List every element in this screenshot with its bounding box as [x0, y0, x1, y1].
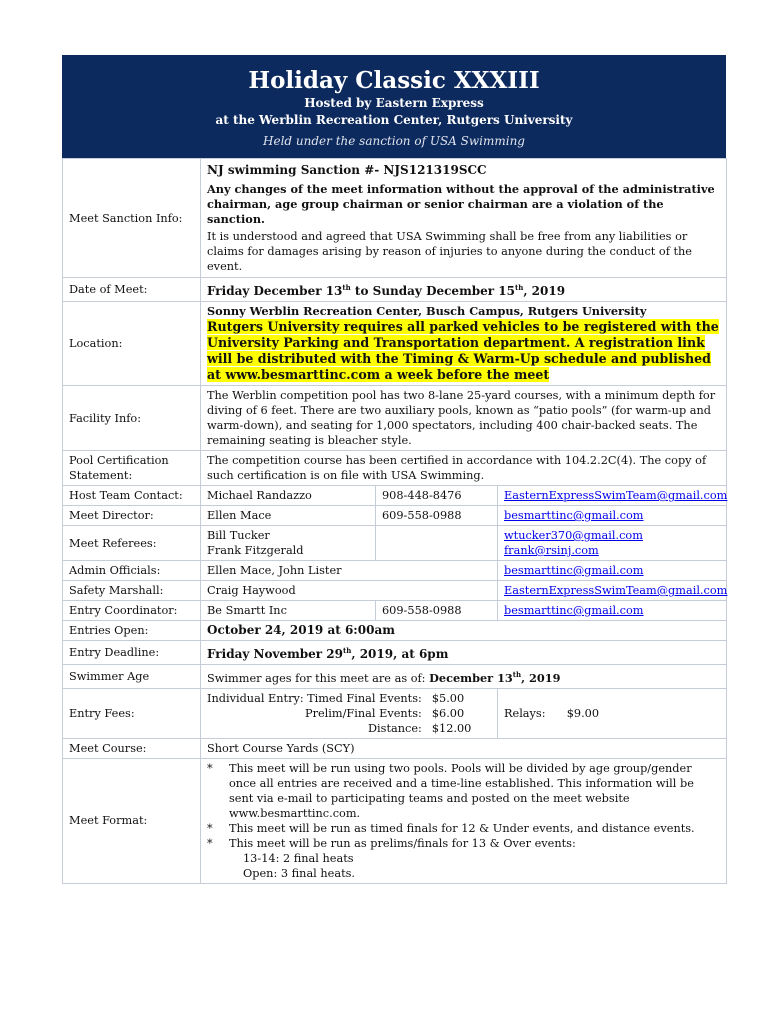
- swimmer-age-text: Swimmer ages for this meet are as of: December 13th, 2019: [201, 665, 727, 689]
- meet-info-table: [62, 158, 727, 884]
- pool-cert-text: The competition course has been certified in accordance with 104.2.2C(4). The copy of such certification is on file with USA Swimming.: [201, 451, 727, 486]
- table-row: [63, 159, 727, 278]
- row-label: Date of Meet:: [63, 278, 201, 302]
- row-label: Entries Open:: [63, 621, 201, 641]
- table-row: [63, 621, 727, 641]
- header-banner: [62, 55, 726, 158]
- table-row: [63, 486, 727, 506]
- email-link[interactable]: besmarttinc@gmail.com: [504, 509, 644, 522]
- sanction-cell: [201, 159, 727, 278]
- liability-text: It is understood and agreed that USA Swimming shall be free from any liabilities or claims for damages arising by reason of injuries to anyone during the conduct of the event.: [207, 230, 692, 273]
- table-row: [63, 688, 727, 738]
- table-row: [63, 581, 727, 601]
- sanction-number: NJ swimming Sanction #- NJS121319SCC: [207, 163, 487, 177]
- relays-value: $9.00: [566, 706, 600, 720]
- row-label: Pool Certification Statement:: [63, 451, 201, 486]
- meet-format: [201, 758, 727, 883]
- list-item: * This meet will be run as timed finals for 12 & Under events, and distance events.: [207, 821, 695, 835]
- email-link[interactable]: besmarttinc@gmail.com: [504, 564, 644, 577]
- table-row: [63, 641, 727, 665]
- table-row: [63, 506, 727, 526]
- table-row: [63, 561, 727, 581]
- contact-email: [498, 581, 727, 601]
- table-row: [63, 278, 727, 302]
- email-link[interactable]: EasternExpressSwimTeam@gmail.com: [504, 489, 728, 502]
- email-link[interactable]: EasternExpressSwimTeam@gmail.com: [504, 584, 728, 597]
- individual-entry-label: Individual Entry:: [207, 691, 304, 705]
- row-label: Meet Director:: [63, 506, 201, 526]
- table-row: [63, 758, 727, 883]
- table-row: [63, 665, 727, 689]
- fee-labels: Timed Final Events: Prelim/Final Events: Distance:: [305, 691, 422, 735]
- row-label: Meet Course:: [63, 738, 201, 758]
- meet-title: Holiday Classic XXXIII: [248, 67, 540, 94]
- row-label: Meet Referees:: [63, 526, 201, 561]
- table-row: [63, 526, 727, 561]
- row-label: Meet Format:: [63, 758, 201, 883]
- list-item: * This meet will be run using two pools. Pools will be divided by age group/gender once all entries are received and a time-line established. This information will be sent via e-mail to participating teams and posted on the meet website www.besmarttinc.com.: [207, 761, 694, 820]
- entry-deadline-date: Friday November 29th, 2019, at 6pm: [201, 641, 727, 665]
- row-label: Meet Sanction Info:: [63, 159, 201, 278]
- table-row: [63, 601, 727, 621]
- contact-emails: [498, 526, 727, 561]
- table-row: [63, 386, 727, 451]
- sanction-line: Held under the sanction of USA Swimming: [263, 134, 525, 148]
- contact-names: Bill Tucker Frank Fitzgerald: [201, 526, 376, 561]
- contact-email: [498, 601, 727, 621]
- contact-phone: [376, 526, 498, 561]
- row-label: Facility Info:: [63, 386, 201, 451]
- location-name: Sonny Werblin Recreation Center, Busch Campus, Rutgers University: [207, 304, 647, 318]
- row-label: Swimmer Age: [63, 665, 201, 689]
- venue-line: at the Werblin Recreation Center, Rutgers University: [215, 113, 573, 127]
- row-label: Entry Deadline:: [63, 641, 201, 665]
- row-label: Entry Coordinator:: [63, 601, 201, 621]
- location-cell: [201, 302, 727, 386]
- contact-name: Be Smartt Inc: [201, 601, 376, 621]
- email-link[interactable]: frank@rsinj.com: [504, 544, 599, 557]
- facility-info: The Werblin competition pool has two 8-lane 25-yard courses, with a minimum depth for diving of 6 feet. There are two auxiliary pools, known as “patio pools” (for warm-up and warm-down), and seating for 1,000 spectators, including 400 chair-backed seats. The remaining seating is bleacher style.: [201, 386, 727, 451]
- email-link[interactable]: wtucker370@gmail.com: [504, 529, 643, 542]
- meet-announcement: [62, 55, 726, 884]
- email-link[interactable]: besmarttinc@gmail.com: [504, 604, 644, 617]
- relays-label: Relays:: [504, 706, 546, 720]
- besmarttinc-link[interactable]: www.besmarttinc.com: [225, 367, 381, 382]
- parking-notice: Rutgers University requires all parked vehicles to be registered with the University Parking and Transportation department. A registration link will be distributed with the Timing & Warm-Up schedule and published at www.besmarttinc.com a week before the meet: [207, 319, 719, 382]
- row-label: Location:: [63, 302, 201, 386]
- fee-values: $5.00 $6.00 $12.00: [431, 691, 472, 735]
- host-line: Hosted by Eastern Express: [304, 96, 484, 110]
- table-row: [63, 738, 727, 758]
- row-label: Host Team Contact:: [63, 486, 201, 506]
- meet-dates: Friday December 13th to Sunday December 15th, 2019: [201, 278, 727, 302]
- list-subitem: 13-14: 2 final heats: [243, 851, 354, 865]
- table-row: [63, 302, 727, 386]
- contact-phone: 609-558-0988: [376, 601, 498, 621]
- row-label: Safety Marshall:: [63, 581, 201, 601]
- list-subitem: Open: 3 final heats.: [243, 866, 356, 880]
- contact-email: [498, 486, 727, 506]
- individual-fees: [201, 688, 498, 738]
- contact-email: [498, 506, 727, 526]
- contact-email: [498, 561, 727, 581]
- sanction-warning: Any changes of the meet information without the approval of the administrative chairman, age group chairman or senior chairman are a violation of the sanction.: [207, 182, 715, 226]
- relay-fees: [498, 688, 727, 738]
- contact-name: Craig Haywood: [201, 581, 498, 601]
- table-row: [63, 451, 727, 486]
- list-item: * This meet will be run as prelims/finals for 13 & Over events:: [207, 836, 576, 850]
- contact-name: Ellen Mace, John Lister: [201, 561, 498, 581]
- row-label: Entry Fees:: [63, 688, 201, 738]
- contact-phone: 609-558-0988: [376, 506, 498, 526]
- contact-phone: 908-448-8476: [376, 486, 498, 506]
- row-label: Admin Officials:: [63, 561, 201, 581]
- meet-course: Short Course Yards (SCY): [201, 738, 727, 758]
- contact-name: Michael Randazzo: [201, 486, 376, 506]
- contact-name: Ellen Mace: [201, 506, 376, 526]
- entries-open-date: October 24, 2019 at 6:00am: [201, 621, 727, 641]
